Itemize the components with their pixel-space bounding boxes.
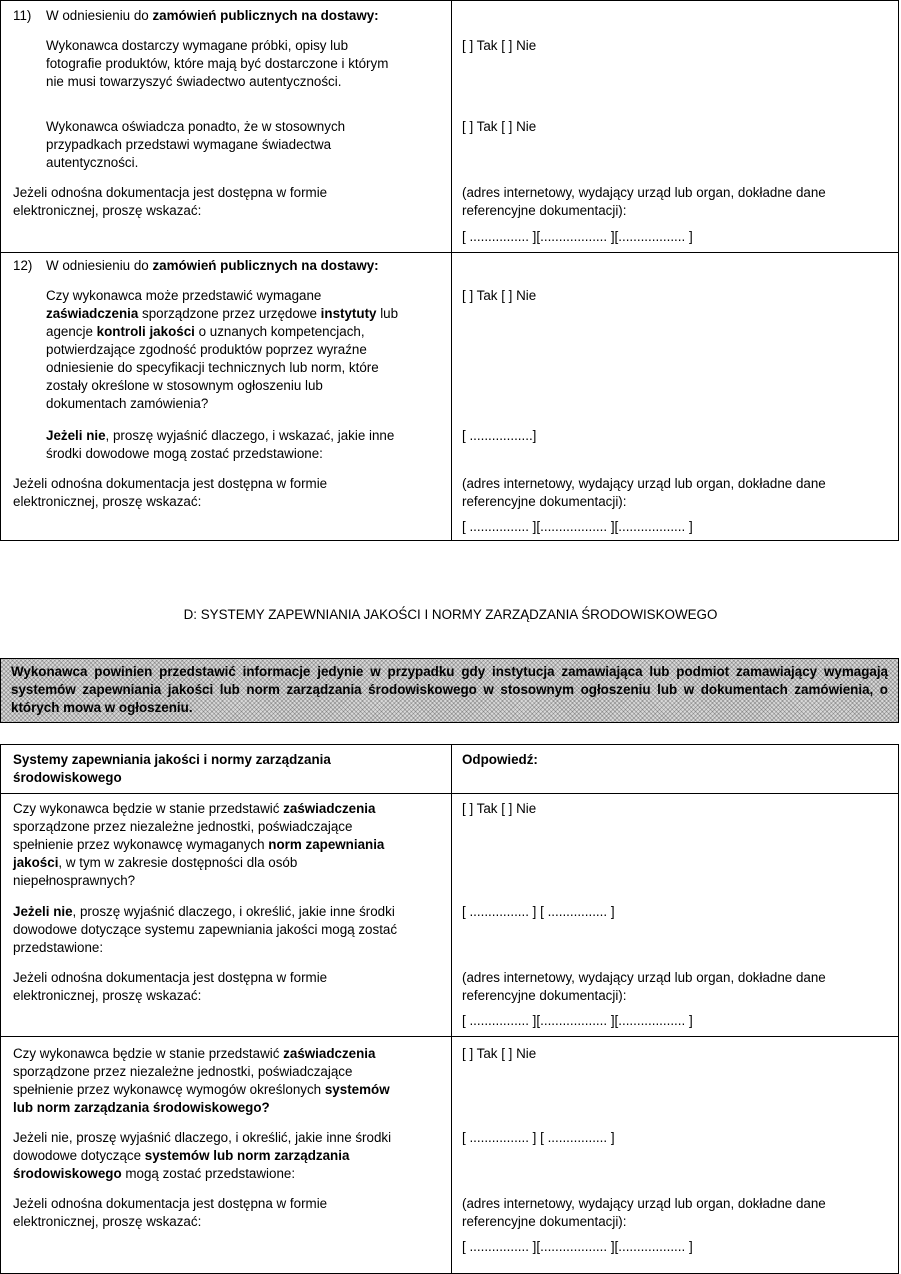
- quality-q1: Czy wykonawca będzie w stanie przedstawić zaświadczenia sporządzone przez niezależne jednostki, poświadczające spełnienie przez wykonawcę wymaganych norm zapewniania jakości, w tym w zakresie dostępności dla osób niepełnosprawnych?: [13, 801, 385, 888]
- section-11-q2: Wykonawca oświadcza ponadto, że w stosownych przypadkach przedstawi wymagane świadectwa autentyczności.: [46, 119, 346, 170]
- quality-doc-question: Jeżeli odnośna dokumentacja jest dostępna w formie elektronicznej, proszę wskazać:: [13, 970, 328, 1003]
- section-12-doc-answer: (adres internetowy, wydający urząd lub organ, dokładne dane referencyjne dokumentacji):: [462, 476, 826, 509]
- environment-doc-field[interactable]: [ ................ ][.................. ][.................. ]: [462, 1239, 693, 1254]
- row-divider: [1, 1036, 898, 1037]
- environment-q2-answer[interactable]: [ ................ ] [ ................ ]: [462, 1130, 615, 1145]
- section-11-q2-answer[interactable]: [ ] Tak [ ] Nie: [462, 119, 537, 134]
- environment-q1: Czy wykonawca będzie w stanie przedstawić zaświadczenia sporządzone przez niezależne jednostki, poświadczające spełnienie przez wykonawcę wymogów określonych systemów lub norm zarządzania środowiskowego?: [13, 1046, 390, 1115]
- row-divider: [1, 252, 898, 253]
- section-d-notice: Wykonawca powinien przedstawić informacje jedynie w przypadku gdy instytucja zamawiająca lub podmiot zamawiający wymagają systemów zapewniania jakości lub norm zarządzania środowiskowego w stosownym ogłoszeniu lub w dokumentach zamówienia, o których mowa w ogłoszeniu.: [0, 658, 899, 723]
- section-12-q1: Czy wykonawca może przedstawić wymagane zaświadczenia sporządzone przez urzędowe instytuty lub agencje kontroli jakości o uznanych kompetencjach, potwierdzające zgodność produktów poprzez wyraźne odniesienie do specyfikacji technicznych lub norm, które zostały określone w stosownym ogłoszeniu lub dokumentach zamówienia?: [46, 288, 399, 411]
- section-12-doc-question: Jeżeli odnośna dokumentacja jest dostępna w formie elektronicznej, proszę wskazać:: [13, 476, 328, 509]
- column-header-left: Systemy zapewniania jakości i normy zarządzania środowiskowego: [13, 752, 331, 785]
- column-divider: [451, 745, 452, 1273]
- section-11-q1-answer[interactable]: [ ] Tak [ ] Nie: [462, 38, 537, 53]
- section-11-number: 11): [13, 8, 32, 23]
- section-12-q1-answer[interactable]: [ ] Tak [ ] Nie: [462, 288, 537, 303]
- section-11-doc-answer: (adres internetowy, wydający urząd lub organ, dokładne dane referencyjne dokumentacji):: [462, 185, 826, 218]
- quality-q2: Jeżeli nie, proszę wyjaśnić dlaczego, i określić, jakie inne środki dowodowe dotyczące systemu zapewniania jakości mogą zostać przedstawione:: [13, 904, 398, 955]
- quality-q1-answer[interactable]: [ ] Tak [ ] Nie: [462, 801, 537, 816]
- quality-systems-table: [0, 744, 899, 1274]
- section-12-number: 12): [13, 258, 33, 273]
- section-12-q2-answer[interactable]: [ .................]: [462, 428, 537, 443]
- quality-q2-answer[interactable]: [ ................ ] [ ................ ]: [462, 904, 615, 919]
- section-12-q2: Jeżeli nie, proszę wyjaśnić dlaczego, i wskazać, jakie inne środki dowodowe mogą zostać przedstawione:: [46, 428, 395, 461]
- section-11-q1: Wykonawca dostarczy wymagane próbki, opisy lub fotografie produktów, które mają być dostarczone i którym nie musi towarzyszyć świadectwo autentyczności.: [46, 38, 389, 89]
- quality-doc-field[interactable]: [ ................ ][.................. ][.................. ]: [462, 1013, 693, 1028]
- environment-doc-question: Jeżeli odnośna dokumentacja jest dostępna w formie elektronicznej, proszę wskazać:: [13, 1196, 328, 1229]
- column-header-right: Odpowiedź:: [462, 752, 538, 767]
- section-d-heading: D: SYSTEMY ZAPEWNIANIA JAKOŚCI I NORMY ZARZĄDZANIA ŚRODOWISKOWEGO: [183, 607, 718, 622]
- environment-q2: Jeżeli nie, proszę wyjaśnić dlaczego, i określić, jakie inne środki dowodowe dotyczące systemów lub norm zarządzania środowiskowego mogą zostać przedstawione:: [13, 1130, 392, 1181]
- section-12-title: W odniesieniu do zamówień publicznych na dostawy:: [46, 258, 379, 273]
- section-11-doc-field[interactable]: [ ................ ][.................. ][.................. ]: [462, 229, 693, 244]
- section-11-title: W odniesieniu do zamówień publicznych na dostawy:: [46, 8, 379, 23]
- quality-doc-answer: (adres internetowy, wydający urząd lub organ, dokładne dane referencyjne dokumentacji):: [462, 970, 826, 1003]
- environment-doc-answer: (adres internetowy, wydający urząd lub organ, dokładne dane referencyjne dokumentacji):: [462, 1196, 826, 1229]
- environment-q1-answer[interactable]: [ ] Tak [ ] Nie: [462, 1046, 537, 1061]
- header-row-divider: [1, 793, 898, 794]
- section-11-doc-question: Jeżeli odnośna dokumentacja jest dostępna w formie elektronicznej, proszę wskazać:: [13, 185, 328, 218]
- supplies-table: [0, 0, 899, 541]
- column-divider: [451, 1, 452, 540]
- section-12-doc-field[interactable]: [ ................ ][.................. ][.................. ]: [462, 519, 693, 534]
